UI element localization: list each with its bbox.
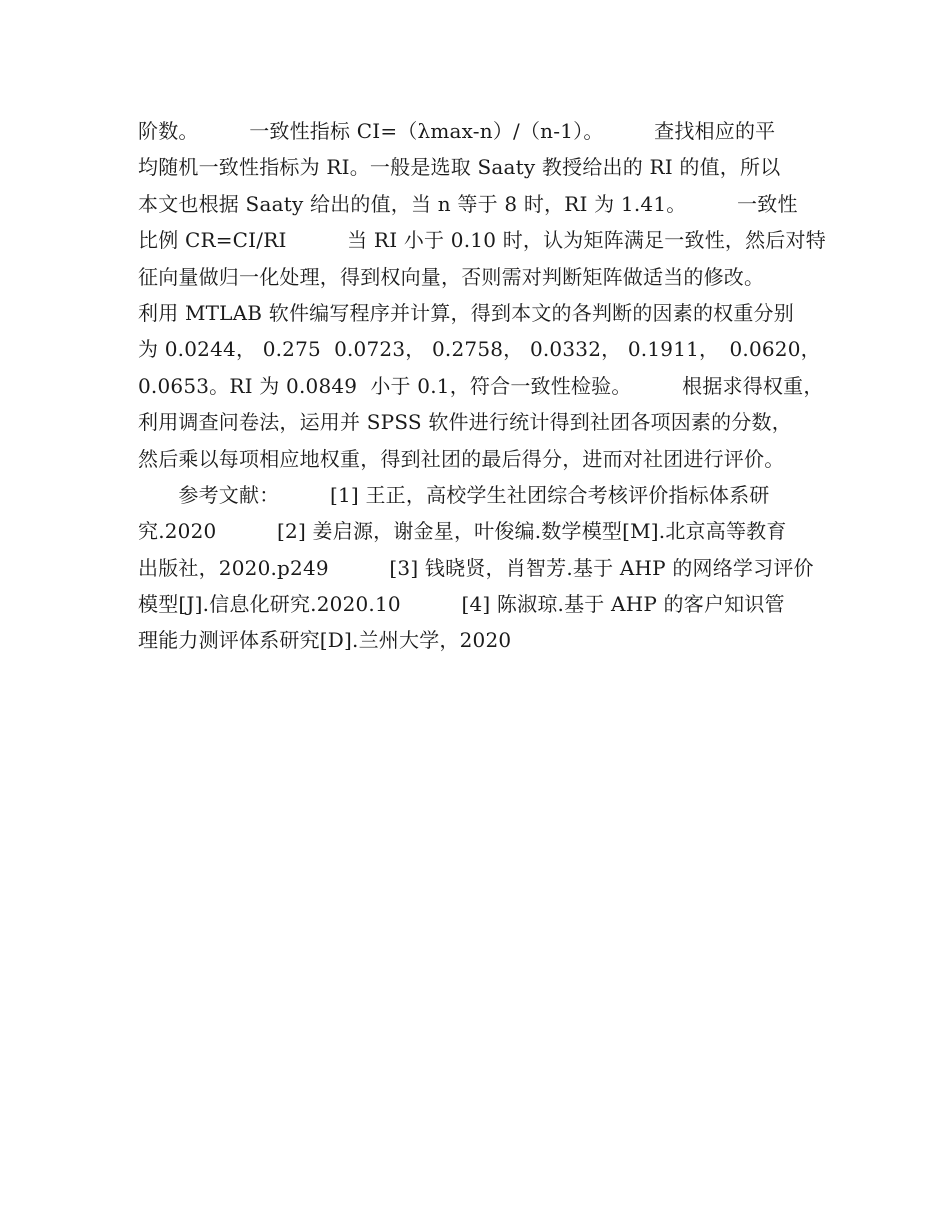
text-line-4: 比例 CR=CI/RI 当 RI 小于 0.10 时，认为矩阵满足一致性，然后对特: [138, 228, 826, 253]
body-text: [138, 113, 828, 659]
text-line-3: 本文也根据 Saaty 给出的值，当 n 等于 8 时，RI 为 1.41。 一致性: [138, 191, 798, 216]
references-line-3: 出版社，2020.p249 [3] 钱晓贤，肖智芳.基于 AHP 的网络学习评价: [138, 555, 814, 580]
references-line-5: 理能力测评体系研究[D].兰州大学，2020: [138, 628, 512, 653]
text-line-6: 利用 MTLAB 软件编写程序并计算，得到本文的各判断的因素的权重分别: [138, 300, 794, 325]
text-line-9: 利用调查问卷法，运用并 SPSS 软件进行统计得到社团各项因素的分数，: [138, 410, 792, 435]
text-line-10: 然后乘以每项相应地权重，得到社团的最后得分，进而对社团进行评价。: [138, 446, 785, 471]
references-line-2: 究.2020 [2] 姜启源，谢金星，叶俊编.数学模型[M].北京高等教育: [138, 519, 787, 544]
text-line-7: 为 0.0244， 0.275 0.0723， 0.2758， 0.0332， 0.1911， 0.0620，: [138, 337, 821, 362]
references-line-4: 模型[J].信息化研究.2020.10 [4] 陈淑琼.基于 AHP 的客户知识管: [138, 592, 785, 617]
text-line-5: 征向量做归一化处理，得到权向量，否则需对判断矩阵做适当的修改。: [138, 264, 765, 289]
text-line-1: 阶数。 一致性指标 CI=（λmax-n）/（n-1）。 查找相应的平: [138, 119, 776, 143]
text-line-8: 0.0653。RI 为 0.0849 小于 0.1，符合一致性检验。 根据求得权重，: [138, 373, 824, 398]
references-line-1: 参考文献： [1] 王正，高校学生社团综合考核评价指标体系研: [138, 482, 770, 507]
text-line-2: 均随机一致性指标为 RI。一般是选取 Saaty 教授给出的 RI 的值，所以: [138, 155, 781, 180]
